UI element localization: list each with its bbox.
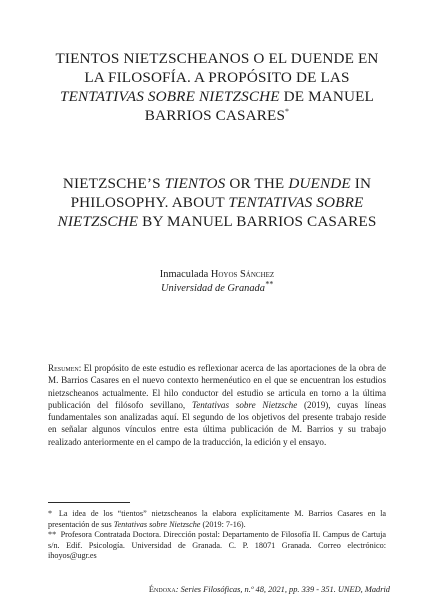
affiliation-footnote-marker: ** [264, 279, 273, 289]
affiliation-name: Universidad de Granada [161, 283, 265, 294]
title-en-part3: IN PHILOSOPHY. ABOUT [70, 175, 372, 211]
author-name [0, 268, 434, 282]
article-title-english [45, 174, 389, 231]
footnotes [48, 509, 386, 562]
title-es-part1: TIENTOS NIETZSCHEANOS O EL DUENDE EN LA FILOSOFÍA. A PROPÓSITO DE LAS [55, 50, 379, 86]
footnote-1-mark: * [48, 509, 53, 518]
title-en-italic2: DUENDE [288, 175, 351, 192]
title-en-part4: BY MANUEL BARRIOS CASARES [138, 213, 377, 230]
author-affiliation [0, 279, 434, 296]
abstract-text-a: El propósito de este estudio es reflexionar acerca de las aportaciones de la obra de M. Barrios Casares en el nuevo contexto hermenéutico en el que se encuentran los estudios nietzscheanos actualmente. El hilo conductor del estudio se articula en torno a la última publicación del filósofo sevillano, [48, 363, 386, 410]
footnote-1 [48, 509, 386, 530]
footnote-2-text: Profesora Contratada Doctora. Dirección postal: Departamento de Filosofía II. Campus de Cartuja s/n. Edif. Psicología. Universidad de Granada. C. P. 18071 Granada. Correo electrónico: ihoyos@ugr.es [48, 530, 386, 561]
abstract-text-b: (2019), cuyas líneas fundamentales son analizadas aquí. El segundo de los objetivos del presente trabajo reside en señalar algunos vínculos entre esta última publicación de M. Barrios y su trabajo realizado anteriormente en el campo de la traducción, la edición y el ensayo. [48, 399, 386, 447]
running-footer [149, 585, 390, 595]
footnote-divider [48, 502, 130, 503]
author-block [0, 268, 434, 296]
title-es-italic: TENTATIVAS SOBRE NIETZSCHE [60, 88, 280, 105]
footnote-1-italic: Tentativas sobre Nietzsche [113, 519, 201, 529]
title-es-part2: DE MANUEL BARRIOS CASARES [144, 88, 374, 124]
title-en-italic1: TIENTOS [164, 175, 226, 192]
title-en-part2: OR THE [225, 175, 289, 192]
footer-journal-title: Éndoxa [148, 585, 176, 594]
abstract-label: Resumen: [48, 363, 82, 373]
footer-citation: : Series Filosóficas, n.º 48, 2021, pp. 339 - 351. UNED, Madrid [175, 585, 390, 594]
abstract-paragraph [48, 362, 386, 448]
footnote-2 [48, 530, 386, 562]
article-title-spanish [45, 49, 389, 125]
title-en-part1: NIETZSCHE’S [62, 175, 165, 192]
title-footnote-marker: * [285, 106, 290, 116]
footnote-1-text-a: La idea de los “tientos” nietzscheanos la elabora explícitamente M. Barrios Casares en la presentación de sus [48, 509, 386, 529]
title-en-italic3: TENTATIVAS SOBRE NIETZSCHE [57, 194, 364, 230]
author-given-name: Inmaculada [159, 269, 211, 280]
author-surname: Hoyos Sánchez [210, 269, 275, 280]
footnote-2-mark: ** [48, 530, 57, 540]
abstract-text-italic: Tentativas sobre Nietzsche [191, 399, 298, 410]
footnote-1-text-b: (2019: 7-16). [200, 519, 246, 529]
